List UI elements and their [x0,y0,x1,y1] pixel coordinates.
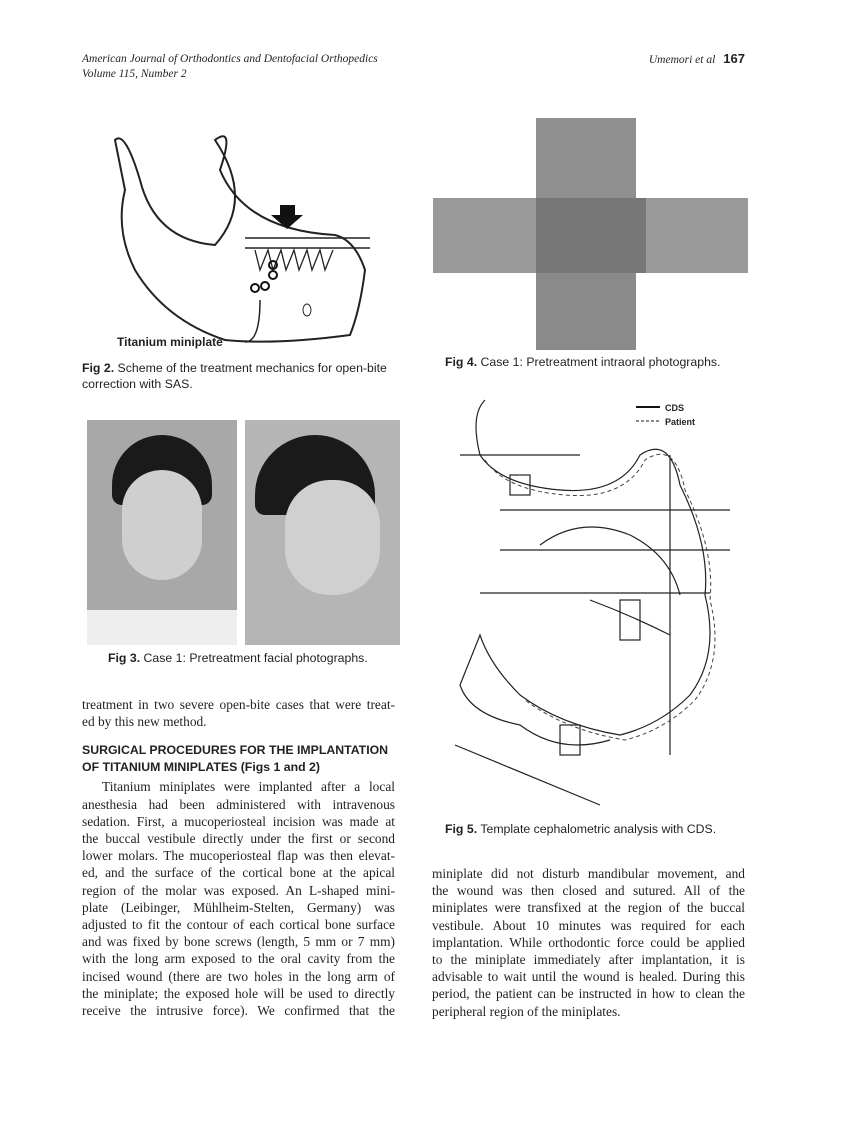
text-line: peripheral region of the miniplates. [432,1003,621,1019]
text-line: incised wound (there are two holes in the long arm of [82,968,395,984]
text-line: ed by this new method. [82,714,207,730]
legend-patient: Patient [665,417,696,427]
photo-upper-occlusal [536,118,636,198]
heading-line: OF TITANIUM MINIPLATES (Figs 1 and 2) [82,760,320,775]
fig5-legend [665,401,695,429]
photo-frontal [536,198,646,273]
fig5-label: Fig 5. [445,822,478,836]
text-line: the buccal vestibule directly under the first or second [82,831,395,847]
fig4-caption [445,354,720,370]
text-line: to the miniplate immediately after implantation, it is [432,952,745,968]
text-line: lower molars. The mucoperiosteal flap was then elevat- [82,848,395,864]
text-line: miniplates were transfixed at the region of the buccal [432,900,745,916]
running-header-right [649,51,745,68]
text-line: region of the molar was exposed. An L-shaped mini- [82,882,395,898]
legend-cds: CDS [665,403,685,413]
fig4-caption-text: Case 1: Pretreatment intraoral photographs. [480,355,721,369]
fig3-frontal-photo [87,420,237,645]
text-line: vestibule. About 10 minutes was required for each [432,917,745,933]
fig3-caption-text: Case 1: Pretreatment facial photographs. [143,651,368,665]
section-heading [82,742,395,776]
authors: Umemori et al [648,54,716,66]
fig3-profile-photo [245,420,400,645]
journal-title: American Journal of Orthodontics and Dentofacial Orthopedics [82,53,378,65]
text-line: period, the patient can be instructed in how to clean the [432,986,745,1002]
page-number: 167 [723,51,745,66]
volume-info: Volume 115, Number 2 [82,68,187,80]
text-line: adjusted to fit the contour of each cortical bone surface [82,917,395,933]
photo-left-buccal [646,198,748,273]
paragraph [82,778,395,1019]
fig2-label: Fig 2. [82,361,115,375]
text-line: ed, and the surface of the cortical bone at the apical [82,865,395,881]
fig2-mandible-scheme [95,120,395,355]
fig2-annotation: Titanium miniplate [117,335,223,349]
fig3-caption [108,650,368,666]
paragraph [432,865,745,1020]
heading-line: SURGICAL PROCEDURES FOR THE IMPLANTATION [82,743,389,758]
left-column-text [82,696,395,1019]
text-line: anesthesia had been administered with intravenous [82,796,395,812]
running-header-left [82,52,378,82]
fig5-cephalometric-tracing [440,395,750,810]
text-line: implantation. While orthodontic force could be applied [432,934,745,950]
text-line: and was fixed by bone screws (length, 5 mm or 7 mm) [82,934,395,950]
text-line: plate (Leibinger, Mühlheim-Stelten, Germany) was [82,899,395,915]
text-line: the miniplate; the exposed hole will be used to directly [82,985,395,1001]
fig5-caption-text: Template cephalometric analysis with CDS. [480,822,717,836]
photo-right-buccal [433,198,536,273]
right-column-text [432,865,745,1020]
fig2-caption [82,360,402,392]
text-line: the wound was then closed and sutured. All of the [432,883,745,899]
text-line: Titanium miniplates were implanted after a local [102,779,395,795]
fig4-label: Fig 4. [445,355,478,369]
photo-lower-occlusal [536,273,636,350]
text-line: miniplate did not disturb mandibular movement, and [432,866,745,881]
fig4-intraoral-photos [433,118,748,350]
text-line: treatment in two severe open-bite cases that were treat- [82,697,395,712]
text-line: advisable to wait until the wound is healed. During this [432,969,745,985]
text-line: receive the intrusive force). We confirmed that the [82,1003,395,1019]
fig3-label: Fig 3. [108,651,141,665]
fig5-caption [445,821,716,837]
text-line: with the long arm exposed to the oral cavity from the [82,951,395,967]
fig2-caption-text: Scheme of the treatment mechanics for open-bite correction with SAS. [82,361,387,391]
text-line: sedation. First, a mucoperiosteal incision was made at [82,813,395,829]
